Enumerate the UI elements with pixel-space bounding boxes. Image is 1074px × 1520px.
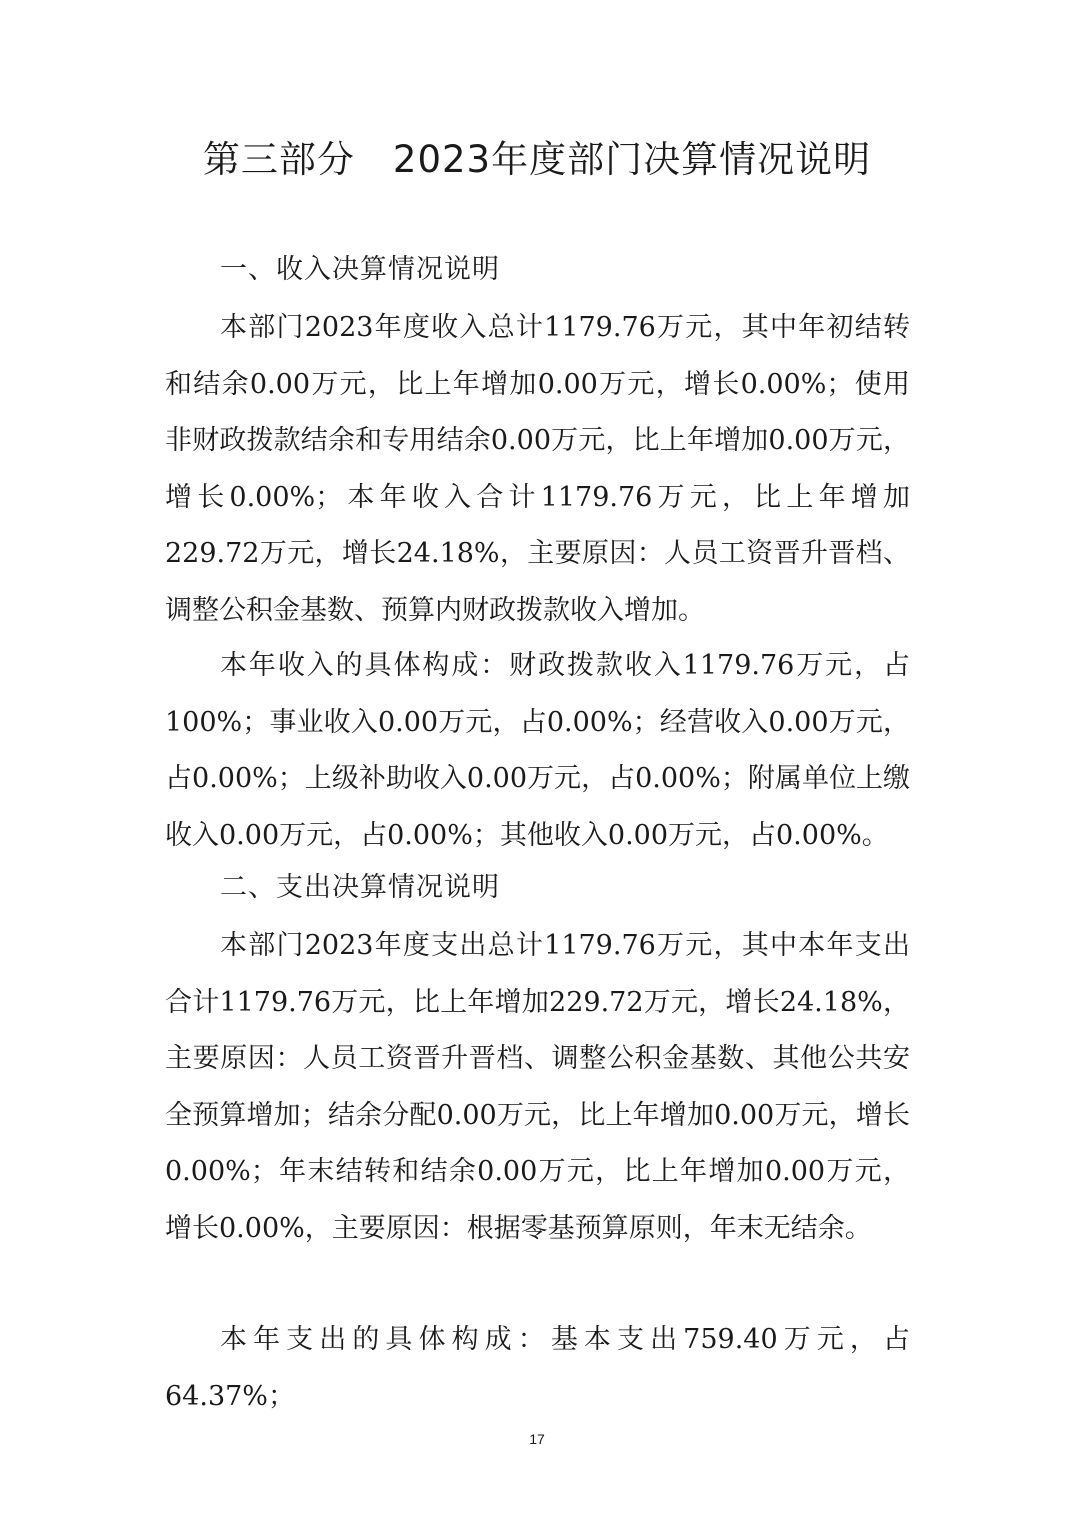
page-number: 17 [529, 1431, 545, 1447]
income-summary-paragraph: 本部门2023年度收入总计1179.76万元，其中年初结转和结余0.00万元，比上年增加0.00万元，增长0.00%；使用非财政拨款结余和专用结余0.00万元，比上年增加0.00万元，增长0.00%；本年收入合计1179.76万元，比上年增加229.72万元，增长24.18%，主要原因：人员工资晋升晋档、调整公积金基数、预算内财政拨款收入增加。 [165, 312, 910, 626]
income-composition-paragraph: 本年收入的具体构成：财政拨款收入1179.76万元，占100%；事业收入0.00万元，占0.00%；经营收入0.00万元，占0.00%；上级补助收入0.00万元，占0.00%；附属单位上缴收入0.00万元，占0.00%；其他收入0.00万元，占0.00%。 [165, 650, 910, 851]
section-heading-income: 一、收入决算情况说明 [220, 254, 500, 285]
expenditure-summary-paragraph: 本部门2023年度支出总计1179.76万元，其中本年支出合计1179.76万元，比上年增加229.72万元，增长24.18%，主要原因：人员工资晋升晋档、调整公积金基数、其他公共安全预算增加；结余分配0.00万元，比上年增加0.00万元，增长0.00%；年末结转和结余0.00万元，比上年增加0.00万元，增长0.00%，主要原因：根据零基预算原则，年末无结余。 [165, 930, 910, 1244]
expenditure-composition-paragraph: 本年支出的具体构成：基本支出759.40万元，占64.37%； [165, 1324, 910, 1412]
page-title: 第三部分 2023年度部门决算情况说明 [202, 138, 872, 181]
section-heading-expenditure: 二、支出决算情况说明 [220, 872, 500, 903]
